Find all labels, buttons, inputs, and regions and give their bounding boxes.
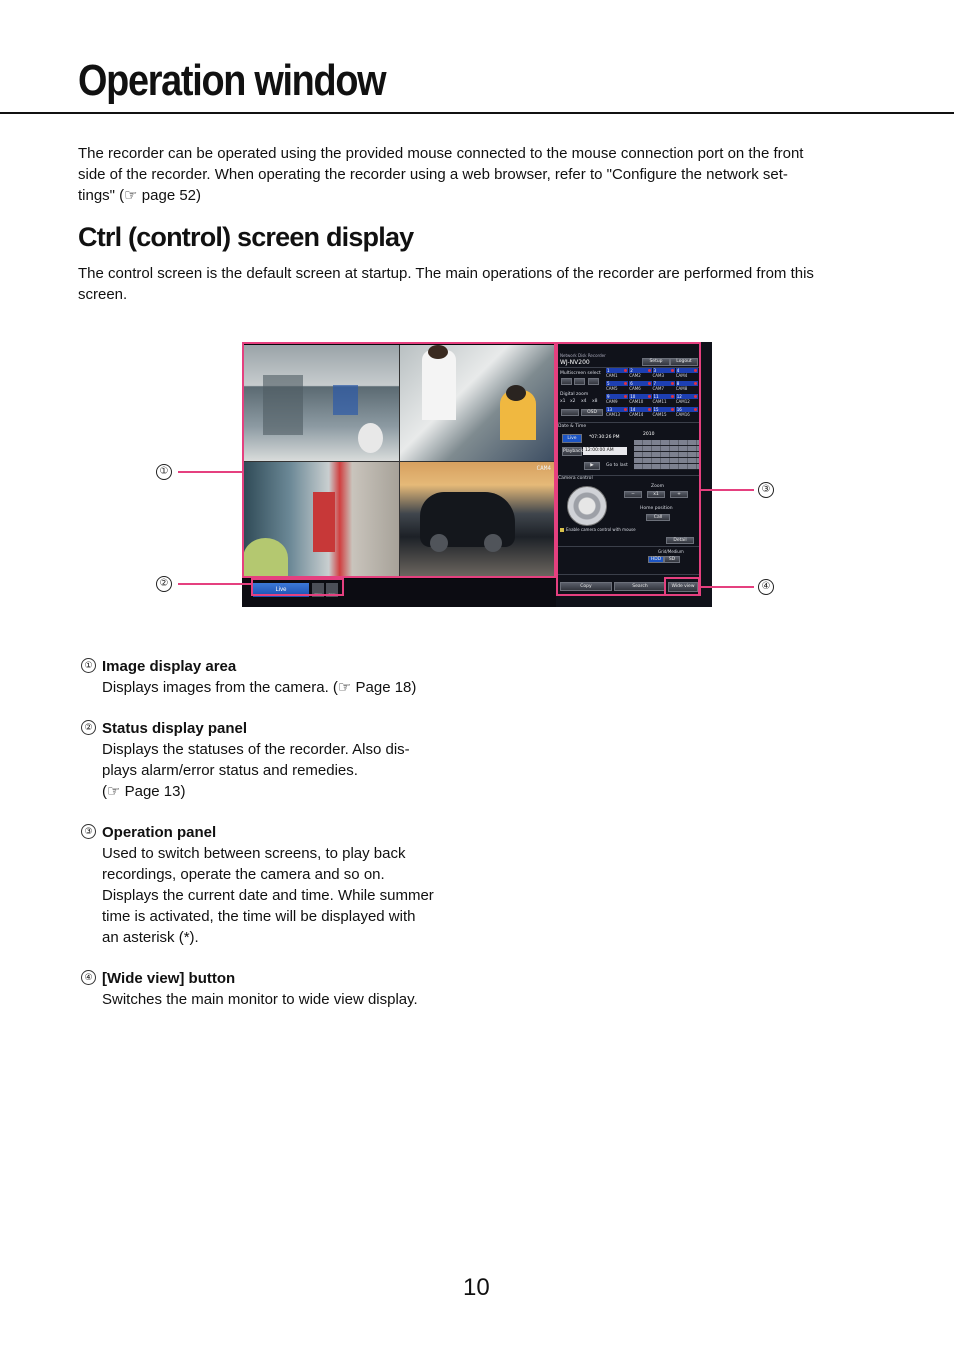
camera-select-button[interactable]: 3 CAM3 xyxy=(653,368,675,379)
grid-medium-label: Grid/Medium xyxy=(658,549,684,554)
error-button[interactable]: Error xyxy=(326,583,338,597)
camera-select-button[interactable]: 14 CAM14 xyxy=(629,407,651,418)
item-title: Image display area xyxy=(102,658,237,675)
alarm-button[interactable]: Alarm xyxy=(312,583,324,597)
live-time-button[interactable]: Live xyxy=(562,434,582,443)
intro-paragraph xyxy=(78,143,878,206)
camera-select-button[interactable]: 12 CAM12 xyxy=(676,394,698,405)
search-button[interactable]: Search xyxy=(614,582,666,591)
page-title: Operation window xyxy=(78,56,386,105)
callout-number-2: ② xyxy=(156,576,172,592)
item-title: [Wide view] button xyxy=(102,970,236,987)
camera-control-label: Camera control xyxy=(558,476,593,481)
live-time: *07:30:26 PM xyxy=(589,435,620,440)
section-line: screen. xyxy=(78,286,128,303)
wide-view-button[interactable]: Wide view xyxy=(668,582,698,592)
callout-number-3: ③ xyxy=(758,482,774,498)
title-rule xyxy=(0,112,954,114)
item-title: Status display panel xyxy=(102,720,248,737)
section-title: Ctrl (control) screen display xyxy=(78,222,414,252)
zoom-in-button[interactable]: + xyxy=(670,491,688,498)
operation-panel-callout-box xyxy=(556,342,701,596)
callout-line-2 xyxy=(178,583,251,585)
date-time-label: Date & Time xyxy=(558,424,587,429)
camera-select-button[interactable]: 13 CAM13 xyxy=(606,407,628,418)
zoom-out-button[interactable]: − xyxy=(624,491,642,498)
zoom-label: Zoom xyxy=(651,484,664,489)
item-body: Displays the statuses of the recorder. Also dis- plays alarm/error status and remedies. (☞ Page 13) xyxy=(102,741,410,800)
section-line: The control screen is the default screen at startup. The main operations of the recorder are performed from this xyxy=(78,265,814,282)
item-body: Displays images from the camera. (☞ Page 18) xyxy=(102,679,417,696)
callout-line-3 xyxy=(701,489,754,491)
model-label: WJ-NV200 xyxy=(560,359,590,366)
copy-button[interactable]: Copy xyxy=(560,582,612,591)
camera-select-button[interactable]: 16 CAM16 xyxy=(676,407,698,418)
playback-time-field[interactable]: 12:00:00 AM xyxy=(583,447,627,455)
camera-select-button[interactable]: 9 CAM9 xyxy=(606,394,628,405)
callout-line-4 xyxy=(700,586,754,588)
home-position-label: Home position xyxy=(640,506,673,511)
section-paragraph xyxy=(78,263,878,305)
go-to-last-button[interactable]: Go to last xyxy=(606,463,628,468)
camera-select-button[interactable]: 5 CAM5 xyxy=(606,381,628,392)
live-status-button[interactable]: Live xyxy=(253,583,309,597)
sd-button[interactable]: SD xyxy=(664,556,680,563)
image-display-callout-box xyxy=(242,342,556,578)
play-button[interactable]: ▶ xyxy=(584,462,600,470)
status-panel-callout-box xyxy=(251,578,344,596)
item-number: ④ xyxy=(81,970,96,985)
item-number: ③ xyxy=(81,824,96,839)
enable-mouse-label: Enable camera control with mouse xyxy=(566,527,636,532)
intro-line: The recorder can be operated using the provided mouse connected to the mouse connection port on the front xyxy=(78,145,804,162)
playback-time-button[interactable]: Playback xyxy=(563,449,584,454)
zoom-level-x4[interactable]: x4 xyxy=(581,399,587,404)
camera-select-button[interactable]: 10 CAM10 xyxy=(629,394,651,405)
brand-label: Network Disk Recorder xyxy=(560,353,606,358)
multiscreen-label: Multiscreen select xyxy=(560,371,601,376)
digital-zoom-label: Digital zoom xyxy=(560,392,589,397)
zoom-level-x1[interactable]: x1 xyxy=(560,399,566,404)
item-body: Switches the main monitor to wide view display. xyxy=(102,991,418,1008)
intro-line: side of the recorder. When operating the recorder using a web browser, refer to "Configure the network set- xyxy=(78,166,788,183)
item-number: ② xyxy=(81,720,96,735)
zoom-level-x2[interactable]: x2 xyxy=(570,399,576,404)
item-title: Operation panel xyxy=(102,824,217,841)
camera-select-button[interactable]: 4 CAM4 xyxy=(676,368,698,379)
camera-select-button[interactable]: 8 CAM8 xyxy=(676,381,698,392)
call-button[interactable]: Call xyxy=(646,514,670,521)
camera-select-button[interactable]: 2 CAM2 xyxy=(629,368,651,379)
calendar-year: 2010 xyxy=(643,432,655,437)
camera-select-button[interactable]: 6 CAM6 xyxy=(629,381,651,392)
item-number: ① xyxy=(81,658,96,673)
zoom-value-button[interactable]: x1 xyxy=(647,491,665,498)
page-number: 10 xyxy=(463,1274,490,1301)
logout-button[interactable]: Logout xyxy=(670,358,698,366)
camera-select-button[interactable]: 15 CAM15 xyxy=(653,407,675,418)
intro-line: tings" (☞ page 52) xyxy=(78,187,202,204)
detail-button[interactable]: Detail xyxy=(666,537,694,544)
camera-label: CAM4 xyxy=(536,464,551,472)
zoom-level-x8[interactable]: x8 xyxy=(592,399,598,404)
camera-select-button[interactable]: 11 CAM11 xyxy=(653,394,675,405)
camera-select-button[interactable]: 1 CAM1 xyxy=(606,368,628,379)
camera-select-button[interactable]: 7 CAM7 xyxy=(653,381,675,392)
osd-button[interactable]: OSD xyxy=(581,409,603,416)
wide-view-callout-box xyxy=(664,577,700,596)
hdd-button[interactable]: HDD xyxy=(648,556,664,563)
callout-number-1: ① xyxy=(156,464,172,480)
setup-button[interactable]: Setup xyxy=(642,358,670,366)
callout-number-4: ④ xyxy=(758,579,774,595)
callout-line-1 xyxy=(178,471,242,473)
item-body: Used to switch between screens, to play back recordings, operate the camera and so on. Displays the current date and time. While summer time is activated, the time will be displayed with an asterisk (*). xyxy=(102,845,434,946)
